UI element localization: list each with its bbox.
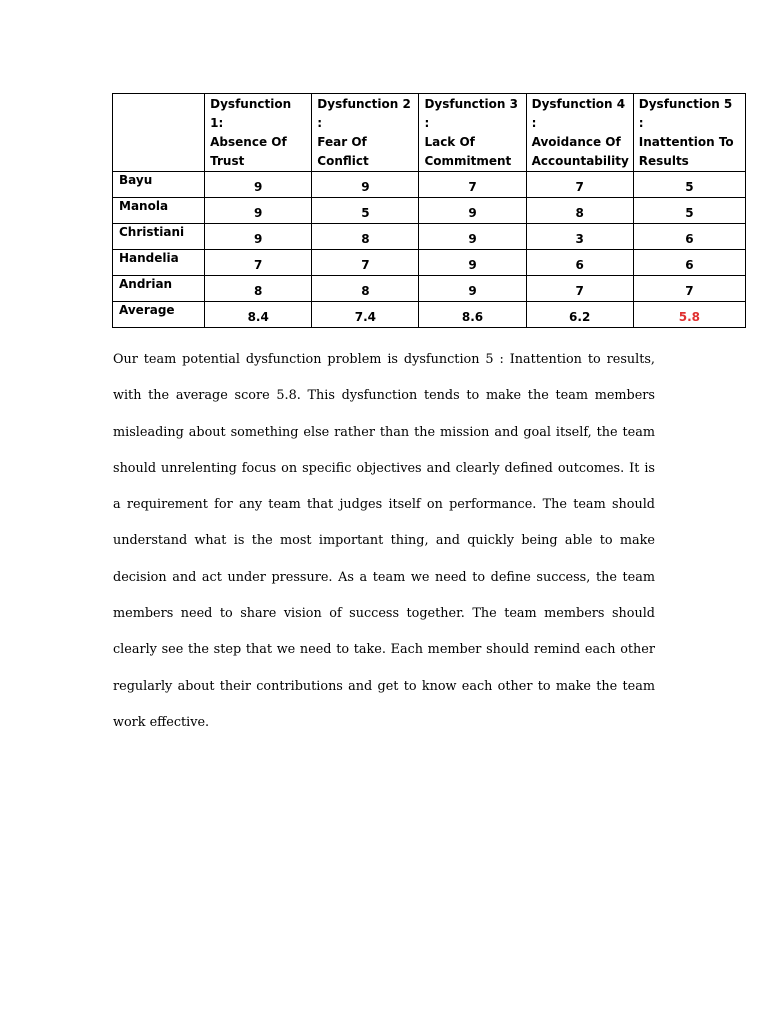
score-cell: 8: [312, 276, 419, 302]
table-row: [113, 224, 746, 250]
score-cell: 6: [633, 250, 745, 276]
row-label: Manola: [113, 198, 205, 224]
score-cell: 9: [312, 172, 419, 198]
score-cell: 7: [312, 250, 419, 276]
score-cell: 8: [526, 198, 633, 224]
average-cell: 8.4: [205, 302, 312, 328]
score-cell: 5: [633, 198, 745, 224]
header-corner-cell: [113, 94, 205, 172]
table-row: [113, 250, 746, 276]
analysis-paragraph: Our team potential dysfunction problem is dysfunction 5 : Inattention to results, with the average score 5.8. This dysfunction tends to make the team members misleading about something else rather than the mission and goal itself, the team should unrelenting focus on specific objectives and clearly defined outcomes. It is a requirement for any team that judges itself on performance. The team should understand what is the most important thing, and quickly being able to make decision and act under pressure. As a team we need to define success, the team members need to share vision of success together. The team members should clearly see the step that we need to take. Each member should remind each other regularly about their contributions and get to know each other to make the team work effective.: [113, 352, 655, 730]
table-row: [113, 276, 746, 302]
row-label: Average: [113, 302, 205, 328]
score-cell: 9: [419, 250, 526, 276]
score-cell: 7: [205, 250, 312, 276]
lowest-average-cell: 5.8: [633, 302, 745, 328]
score-cell: 7: [419, 172, 526, 198]
score-cell: 7: [526, 276, 633, 302]
average-cell: 7.4: [312, 302, 419, 328]
score-cell: 9: [205, 172, 312, 198]
score-cell: 3: [526, 224, 633, 250]
score-cell: 6: [526, 250, 633, 276]
table-row: [113, 198, 746, 224]
row-label: Christiani: [113, 224, 205, 250]
score-cell: 7: [633, 276, 745, 302]
score-cell: 8: [312, 224, 419, 250]
row-label: Bayu: [113, 172, 205, 198]
row-label: Andrian: [113, 276, 205, 302]
score-cell: 6: [633, 224, 745, 250]
table-header-row: [113, 94, 746, 172]
score-cell: 5: [633, 172, 745, 198]
score-cell: 9: [205, 198, 312, 224]
score-cell: 9: [419, 224, 526, 250]
score-cell: 9: [205, 224, 312, 250]
score-cell: 9: [419, 198, 526, 224]
header-dysfunction-3: Dysfunction 3 : Lack Of Commitment: [419, 94, 526, 172]
header-dysfunction-4: Dysfunction 4 : Avoidance Of Accountability: [526, 94, 633, 172]
header-dysfunction-1: Dysfunction 1: Absence Of Trust: [205, 94, 312, 172]
score-cell: 7: [526, 172, 633, 198]
score-cell: 5: [312, 198, 419, 224]
header-dysfunction-2: Dysfunction 2 : Fear Of Conflict: [312, 94, 419, 172]
header-dysfunction-5: Dysfunction 5 : Inattention To Results: [633, 94, 745, 172]
average-cell: 6.2: [526, 302, 633, 328]
dysfunction-scores-table: [112, 93, 746, 328]
row-label: Handelia: [113, 250, 205, 276]
score-cell: 9: [419, 276, 526, 302]
table-row: [113, 172, 746, 198]
average-cell: 8.6: [419, 302, 526, 328]
average-row: [113, 302, 746, 328]
score-cell: 8: [205, 276, 312, 302]
